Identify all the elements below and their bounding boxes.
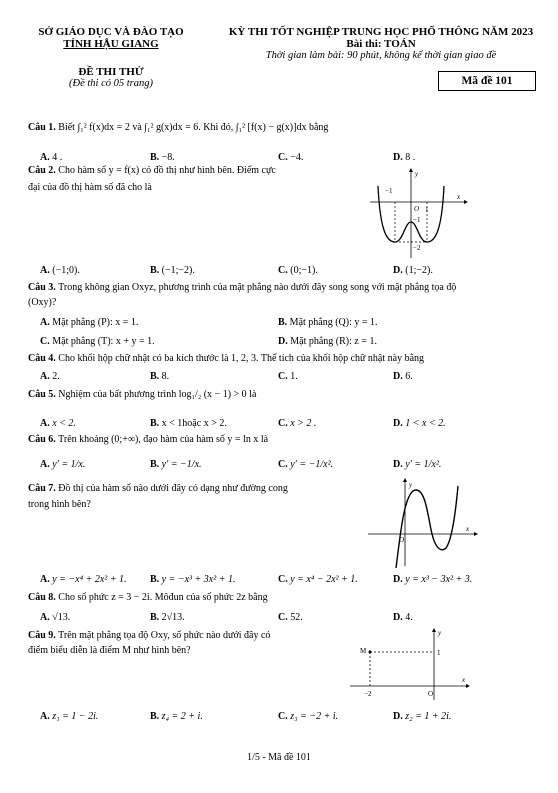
- option-b[interactable]: B. −8.: [150, 152, 175, 163]
- question-9-cont: điểm biểu diễn là điểm M như hình bên?: [28, 645, 191, 656]
- option-a[interactable]: A. x < 2.: [40, 418, 76, 429]
- time-note: Thời gian làm bài: 90 phút, không kể thời gian giao đề: [265, 50, 497, 61]
- option-d[interactable]: D. 6.: [393, 371, 413, 382]
- point-label-m: M: [360, 647, 367, 655]
- exam-title: KỲ THI TỐT NGHIỆP TRUNG HỌC PHỔ THÔNG NĂM 2023: [228, 26, 534, 38]
- option-b[interactable]: B. Mặt phẳng (Q): y = 1.: [278, 317, 378, 328]
- option-b[interactable]: B. 2√13.: [150, 612, 185, 623]
- question-8: Câu 8. Cho số phức z = 3 − 2i. Môđun của số phức 2z bằng: [28, 592, 268, 603]
- option-b[interactable]: B. x < 1hoặc x > 2.: [150, 418, 227, 429]
- option-d[interactable]: D. y′ = 1/x².: [393, 459, 442, 470]
- question-7-cont: trong hình bên?: [28, 499, 91, 510]
- question-text: Nghiệm của bất phương trình log₁/₂ (x − 1) > 0 là: [58, 389, 257, 400]
- question-text: Trên khoảng (0;+∞), đạo hàm của hàm số y = ln x là: [58, 434, 269, 445]
- axis-label-x: x: [466, 525, 470, 533]
- page-footer: 1/5 - Mã đề 101: [247, 752, 311, 763]
- tick-label: −2: [364, 690, 372, 698]
- question-text: Trên mặt phẳng tọa độ Oxy, số phức nào dưới đây có: [58, 630, 271, 641]
- tick-label: 1: [437, 649, 441, 657]
- option-d[interactable]: D. 8 .: [393, 152, 416, 163]
- option-d[interactable]: D. z₂ = 1 + 2i.: [393, 711, 452, 722]
- question-3-cont: (Oxy)?: [28, 297, 57, 308]
- option-a[interactable]: A. y = −x⁴ + 2x² + 1.: [40, 574, 127, 585]
- question-6: Câu 6. Trên khoảng (0;+∞), đạo hàm của hàm số y = ln x là: [28, 434, 269, 445]
- origin-label: O: [414, 205, 420, 213]
- question-text: Cho khối hộp chữ nhật có ba kích thước là 1, 2, 3. Thể tích của khối hộp chữ nhật này bằng: [58, 353, 425, 364]
- question-4: Câu 4. Cho khối hộp chữ nhật có ba kích thước là 1, 2, 3. Thể tích của khối hộp chữ nhật này bằng: [28, 353, 425, 364]
- option-c[interactable]: C. z₃ = −2 + i.: [278, 711, 339, 722]
- option-c[interactable]: C. y = x⁴ − 2x² + 1.: [278, 574, 358, 585]
- question-2: Câu 2. Cho hàm số y = f(x) có đồ thị như hình bên. Điểm cực: [28, 165, 276, 176]
- origin-label: O: [399, 536, 405, 544]
- exam-code-box: Mã đề 101: [438, 71, 536, 91]
- tick-label: 1: [425, 206, 429, 214]
- option-c[interactable]: C. y′ = −1/x².: [278, 459, 334, 470]
- option-c[interactable]: C. −4.: [278, 152, 304, 163]
- option-a[interactable]: A. √13.: [40, 612, 71, 623]
- axis-label-y: y: [409, 481, 413, 489]
- subject-line: Bài thi: TOÁN: [346, 38, 416, 50]
- graph-figure-q9: [350, 626, 474, 702]
- department-name: SỞ GIÁO DỤC VÀ ĐÀO TẠO: [38, 26, 184, 38]
- axis-label-x: x: [462, 676, 466, 684]
- axis-label-y: y: [415, 170, 419, 178]
- option-c[interactable]: C. (0;−1).: [278, 265, 318, 276]
- question-2-cont: đại của đồ thị hàm số đã cho là: [28, 182, 152, 193]
- province-name: TỈNH HẬU GIANG: [63, 38, 159, 50]
- axis-label-x: x: [457, 193, 461, 201]
- question-9: Câu 9. Trên mặt phẳng tọa độ Oxy, số phức nào dưới đây có: [28, 630, 271, 641]
- option-d[interactable]: D. Mặt phẳng (R): z = 1.: [278, 336, 377, 347]
- graph-figure-q7: [368, 478, 480, 568]
- option-b[interactable]: B. (−1;−2).: [150, 265, 195, 276]
- option-c[interactable]: C. 1.: [278, 371, 298, 382]
- pages-note: (Đề thi có 05 trang): [69, 78, 153, 89]
- question-1: Câu 1. Biết ∫₁² f(x)dx = 2 và ∫₁² g(x)dx = 6. Khi đó, ∫₁² [f(x) − g(x)]dx bằng: [28, 122, 329, 133]
- option-d[interactable]: D. (1;−2).: [393, 265, 433, 276]
- option-b[interactable]: B. y = −x³ + 3x² + 1.: [150, 574, 236, 585]
- option-a[interactable]: A. 4 .: [40, 152, 63, 163]
- option-c[interactable]: C. x > 2 .: [278, 418, 317, 429]
- question-text: Đồ thị của hàm số nào dưới đây có dạng như đường cong: [58, 483, 288, 494]
- option-c[interactable]: C. 52.: [278, 612, 303, 623]
- question-text: Cho số phức z = 3 − 2i. Môđun của số phức 2z bằng: [58, 592, 268, 603]
- option-b[interactable]: B. 8.: [150, 371, 170, 382]
- option-a[interactable]: A. y′ = 1/x.: [40, 459, 86, 470]
- question-text: Trong không gian Oxyz, phương trình của mặt phẳng nào dưới đây song song với mặt phẳng tọa độ: [58, 282, 457, 293]
- option-b[interactable]: B. y′ = −1/x.: [150, 459, 202, 470]
- option-d[interactable]: D. y = x³ − 3x² + 3.: [393, 574, 473, 585]
- tick-label: −1: [413, 216, 421, 224]
- tick-label: −1: [385, 187, 393, 195]
- tick-label: −2: [413, 244, 421, 252]
- option-a[interactable]: A. z₁ = 1 − 2i.: [40, 711, 99, 722]
- option-d[interactable]: D. 1 < x < 2.: [393, 418, 446, 429]
- option-b[interactable]: B. z₄ = 2 + i.: [150, 711, 203, 722]
- option-a[interactable]: A. Mặt phẳng (P): x = 1.: [40, 317, 139, 328]
- option-c[interactable]: C. Mặt phẳng (T): x + y = 1.: [40, 336, 155, 347]
- axis-label-y: y: [438, 629, 442, 637]
- question-5: Câu 5. Nghiệm của bất phương trình log₁/₂ (x − 1) > 0 là: [28, 389, 257, 400]
- paper-type: ĐỀ THI THỬ: [78, 66, 144, 78]
- option-a[interactable]: A. 2.: [40, 371, 60, 382]
- origin-label: O: [428, 690, 434, 698]
- question-3: Câu 3. Trong không gian Oxyz, phương trình của mặt phẳng nào dưới đây song song với mặt phẳng tọa độ: [28, 282, 457, 293]
- question-text: Biết ∫₁² f(x)dx = 2 và ∫₁² g(x)dx = 6. Khi đó, ∫₁² [f(x) − g(x)]dx bằng: [58, 122, 329, 133]
- question-7: Câu 7. Đồ thị của hàm số nào dưới đây có dạng như đường cong: [28, 483, 288, 494]
- option-a[interactable]: A. (−1;0).: [40, 265, 80, 276]
- question-text: Cho hàm số y = f(x) có đồ thị như hình bên. Điểm cực: [58, 165, 276, 176]
- graph-figure-q2: [368, 168, 468, 260]
- option-d[interactable]: D. 4.: [393, 612, 413, 623]
